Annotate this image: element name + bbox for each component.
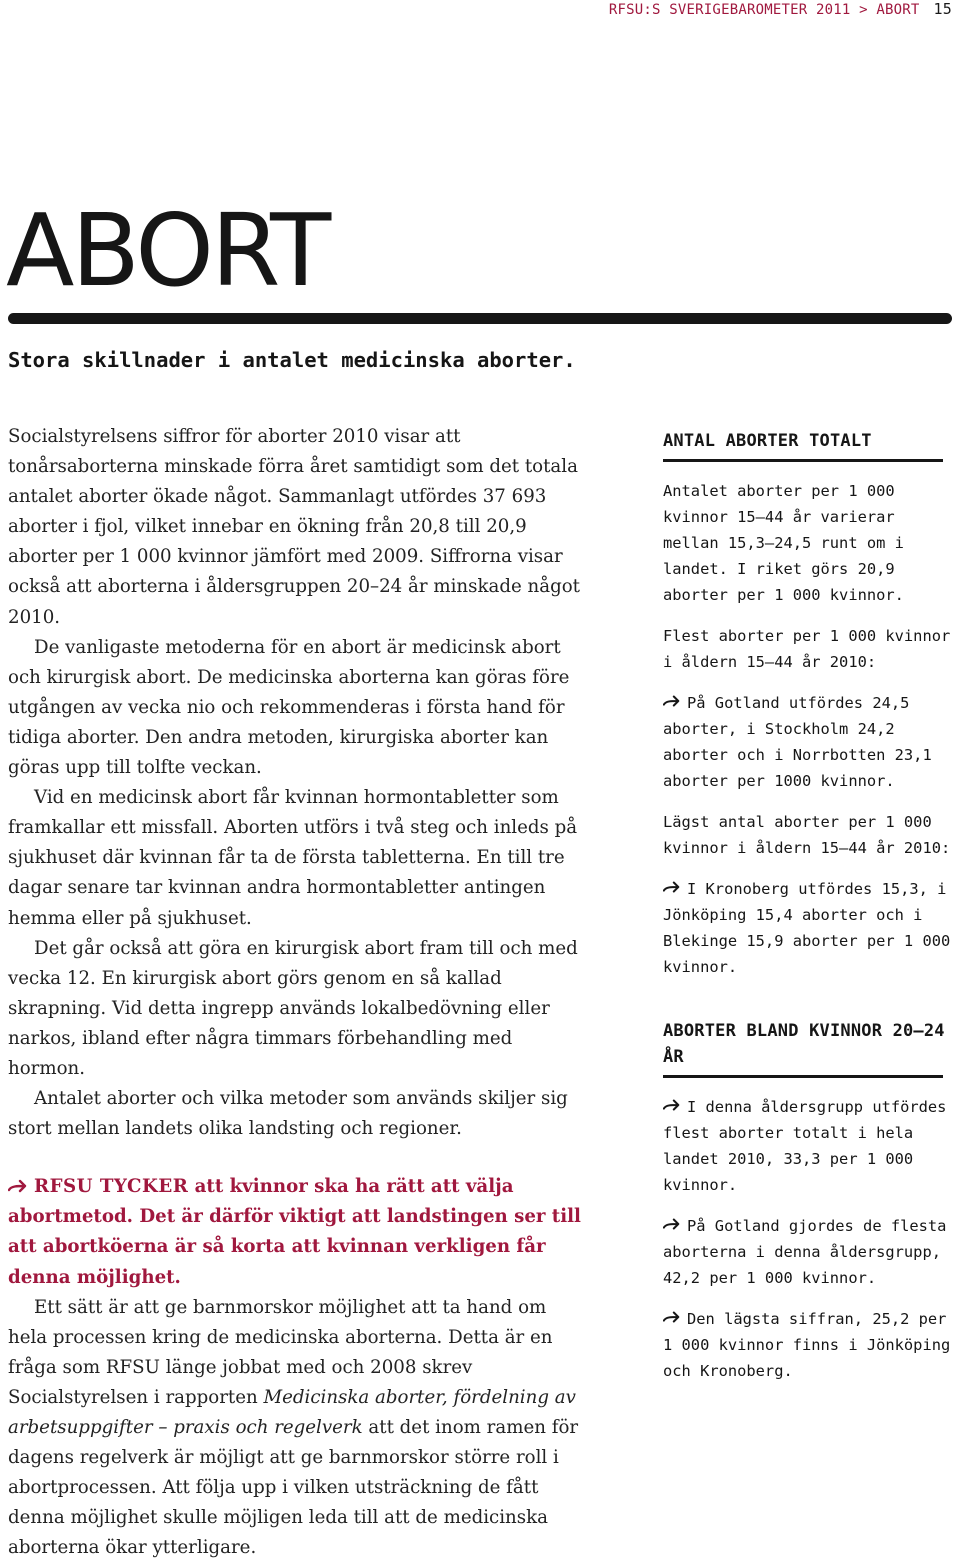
running-title: RFSU:S SVERIGEBAROMETER 2011 > ABORT [608, 2, 920, 18]
fact-box-intro: Antalet aborter per 1 000 kvinnor 15–44 år varierar mellan 15,3–24,5 runt om i landet. I riket görs 20,9 aborter per 1 000 kvinnor. [663, 482, 904, 604]
running-header [609, 0, 952, 18]
fact-box-total-heading: ANTAL ABORTER TOTALT [663, 431, 872, 451]
paragraph-6-end: att det inom ramen för dagens regelverk är möjligt att ge barnmorskor större roll i abortprocessen. Att följa upp i vilken utsträckning de fått denna möjlighet skulle möjligen leda till att de medicinska aborterna ökar ytterligare. [8, 1417, 579, 1559]
fact-box-total [663, 428, 955, 980]
age-item-3: Den lägsta siffran, 25,2 per 1 000 kvinnor finns i Jönköping och Kronoberg. [663, 1310, 951, 1380]
arrow-right-icon [8, 1179, 28, 1193]
fact-box-rule [663, 459, 943, 462]
sidebar [663, 428, 955, 1399]
paragraph-6 [8, 1293, 588, 1563]
paragraph-6-start: Ett sätt är att ge barnmorskor möjlighet att ta hand om hela processen kring de medicinska aborterna. Detta är en fråga som RFSU länge jobbat med och 2008 skrev Socialstyrelsen i rapporten [8, 1296, 553, 1408]
paragraph-5: Antalet aborter och vilka metoder som används skiljer sig stort mellan landets olika landsting och regioner. [8, 1088, 568, 1140]
age-item-2: På Gotland gjordes de flesta aborterna i denna åldersgrupp, 42,2 per 1 000 kvinnor. [663, 1217, 947, 1287]
opinion-statement [8, 1172, 588, 1292]
title-rule [8, 313, 952, 324]
report-title: Medicinska aborter, fördelning av arbetsuppgifter – praxis och regelverk [8, 1386, 576, 1438]
arrow-right-icon [663, 694, 681, 708]
paragraph-3: Vid en medicinsk abort får kvinnan hormontabletter som framkallar ett missfall. Aborten utförs i två steg och inleds på sjukhuset där kvinnan får ta de första tabletterna. En till tre dagar senare tar kvinnan andra hormontabletter antingen hemma eller på sjukhuset. [8, 787, 578, 929]
fact-box-age-heading: ABORTER BLAND KVINNOR 20–24 ÅR [663, 1021, 945, 1067]
page-number: 15 [933, 0, 952, 18]
arrow-right-icon [663, 1310, 681, 1324]
paragraph-2: De vanligaste metoderna för en abort är medicinsk abort och kirurgisk abort. De medicinska aborterna kan göras före utgången av vecka nio och rekommenderas i första hand för tidiga aborter. Den andra metoden, kirurgiska aborter kan göras upp till tolfte veckan. [8, 636, 570, 779]
fact-box-rule [663, 1075, 943, 1078]
arrow-right-icon [663, 1217, 681, 1231]
opinion-lead: RFSU TYCKER [34, 1176, 189, 1198]
arrow-right-icon [663, 880, 681, 894]
most-abortions-item: På Gotland utfördes 24,5 aborter, i Stockholm 24,2 aborter och i Norrbotten 23,1 aborter per 1000 kvinnor. [663, 694, 932, 790]
subtitle: Stora skillnader i antalet medicinska aborter. [8, 348, 576, 372]
most-abortions-label: Flest aborter per 1 000 kvinnor i åldern 15–44 år 2010: [663, 627, 951, 671]
age-item-1: I denna åldersgrupp utfördes flest aborter totalt i hela landet 2010, 33,3 per 1 000 kvinnor. [663, 1098, 947, 1194]
opinion-text: att kvinnor ska ha rätt att välja abortmetod. Det är därför viktigt att landstingen ser till att abortköerna är så korta att kvinnan verkligen får denna möjlighet. [8, 1176, 581, 1288]
least-abortions-item: I Kronoberg utfördes 15,3, i Jönköping 15,4 aborter och i Blekinge 15,9 aborter per 1 000 kvinnor. [663, 880, 951, 976]
paragraph-1: Socialstyrelsens siffror för aborter 2010 visar att tonårsaborterna minskade förra året samtidigt som det totala antalet aborter ökade något. Sammanlagt utfördes 37 693 aborter i fjol, vilket innebar en ökning från 20,8 till 20,9 aborter per 1 000 kvinnor jämfört med 2009. Siffrorna visar också att aborterna i åldersgruppen 20–24 år minskade något 2010. [8, 426, 580, 628]
page-title: ABORT [6, 192, 329, 309]
fact-box-age-20-24 [663, 1018, 955, 1384]
paragraph-4: Det går också att göra en kirurgisk abort fram till och med vecka 12. En kirurgisk abort görs genom en så kallad skrapning. Vid detta ingrepp används lokalbedövning eller narkos, ibland efter några timmars förbehandling med hormon. [8, 937, 578, 1079]
main-column [8, 422, 588, 1563]
arrow-right-icon [663, 1098, 681, 1112]
least-abortions-label: Lägst antal aborter per 1 000 kvinnor i åldern 15–44 år 2010: [663, 813, 951, 857]
